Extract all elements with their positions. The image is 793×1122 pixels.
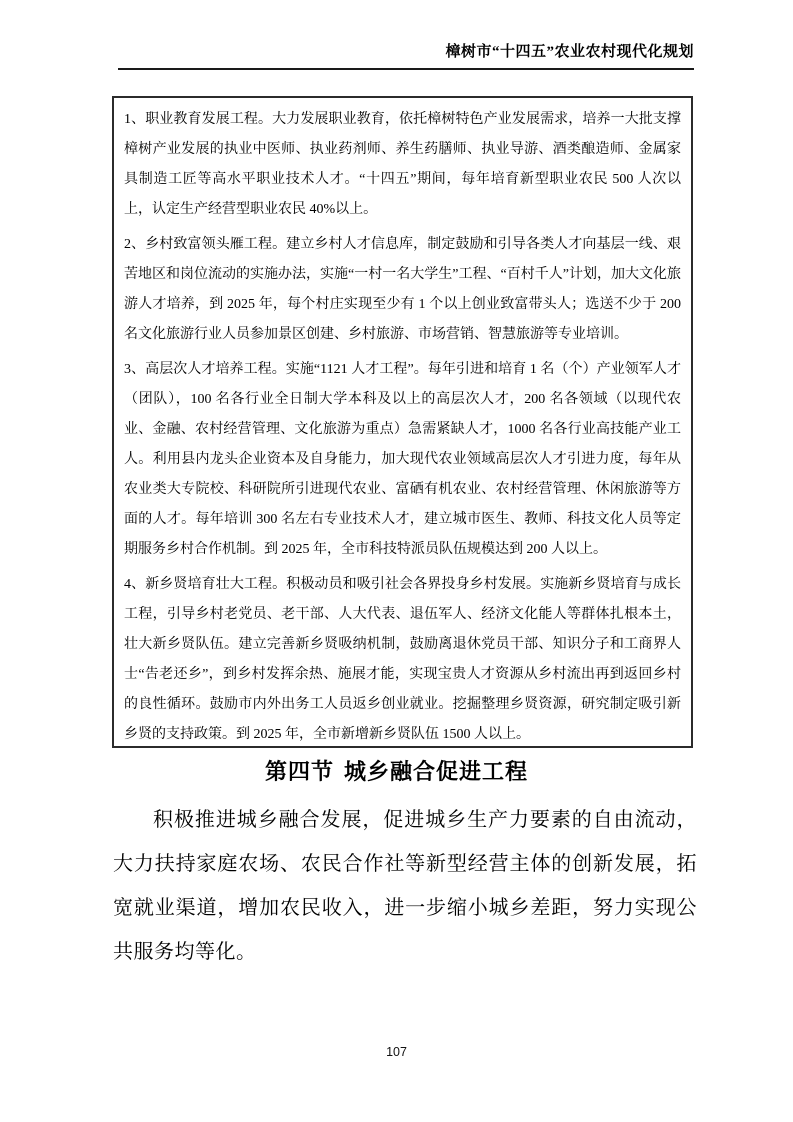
page-header xyxy=(118,42,694,70)
section-heading xyxy=(0,757,793,787)
section-number: 第四节 xyxy=(264,759,334,784)
page-number: 107 xyxy=(386,1045,407,1059)
section-title: 城乡融合促进工程 xyxy=(344,759,529,784)
page-footer xyxy=(0,1043,793,1061)
running-header-title: 樟树市“十四五”农业农村现代化规划 xyxy=(445,44,694,60)
bordered-text-box xyxy=(112,96,693,748)
box-paragraph-2: 2、乡村致富领头雁工程。建立乡村人才信息库，制定鼓励和引导各类人才向基层一线、艰苦地区和岗位流动的实施办法，实施“一村一名大学生”工程、“百村千人”计划，加大文化旅游人才培养，到 2025 年，每个村庄实现至少有 1 个以上创业致富带头人；选送不少于 200 名文化旅游行业人员参加景区创建、乡村旅游、市场营销、智慧旅游等专业培训。 xyxy=(124,237,681,342)
header-divider xyxy=(118,68,694,70)
box-paragraph-4: 4、新乡贤培育壮大工程。积极动员和吸引社会各界投身乡村发展。实施新乡贤培育与成长工程，引导乡村老党员、老干部、人大代表、退伍军人、经济文化能人等群体扎根本土，壮大新乡贤队伍。建立完善新乡贤吸纳机制，鼓励离退休党员干部、知识分子和工商界人士“告老还乡”，到乡村发挥余热、施展才能，实现宝贵人才资源从乡村流出再到返回乡村的良性循环。鼓励市内外出务工人员返乡创业就业。挖掘整理乡贤资源，研究制定吸引新乡贤的支持政策。到 2025 年，全市新增新乡贤队伍 1500 人以上。 xyxy=(124,577,681,742)
box-paragraph-3: 3、高层次人才培养工程。实施“1121 人才工程”。每年引进和培育 1 名（个）产业领军人才（团队），100 名各行业全日制大学本科及以上的高层次人才，200 名各领域（以现代农业、金融、农村经营管理、文化旅游为重点）急需紧缺人才，1000 名各行业高技能产业工人。利用县内龙头企业资本及自身能力，加大现代农业领域高层次人才引进力度，每年从农业类大专院校、科研院所引进现代农业、富硒有机农业、农村经营管理、休闲旅游等方面的人才。每年培训 300 名左右专业技术人才，建立城市医生、教师、科技文化人员等定期服务乡村合作机制。到 2025 年，全市科技特派员队伍规模达到 200 人以上。 xyxy=(124,362,681,557)
body-paragraph: 积极推进城乡融合发展，促进城乡生产力要素的自由流动，大力扶持家庭农场、农民合作社等新型经营主体的创新发展，拓宽就业渠道，增加农民收入，进一步缩小城乡差距，努力实现公共服务均等化。 xyxy=(113,809,697,963)
box-paragraph-1: 1、职业教育发展工程。大力发展职业教育，依托樟树特色产业发展需求，培养一大批支撑樟树产业发展的执业中医师、执业药剂师、养生药膳师、执业导游、酒类酿造师、金属家具制造工匠等高水平职业技术人才。“十四五”期间，每年培育新型职业农民 500 人次以上，认定生产经营型职业农民 40%以上。 xyxy=(124,112,681,217)
